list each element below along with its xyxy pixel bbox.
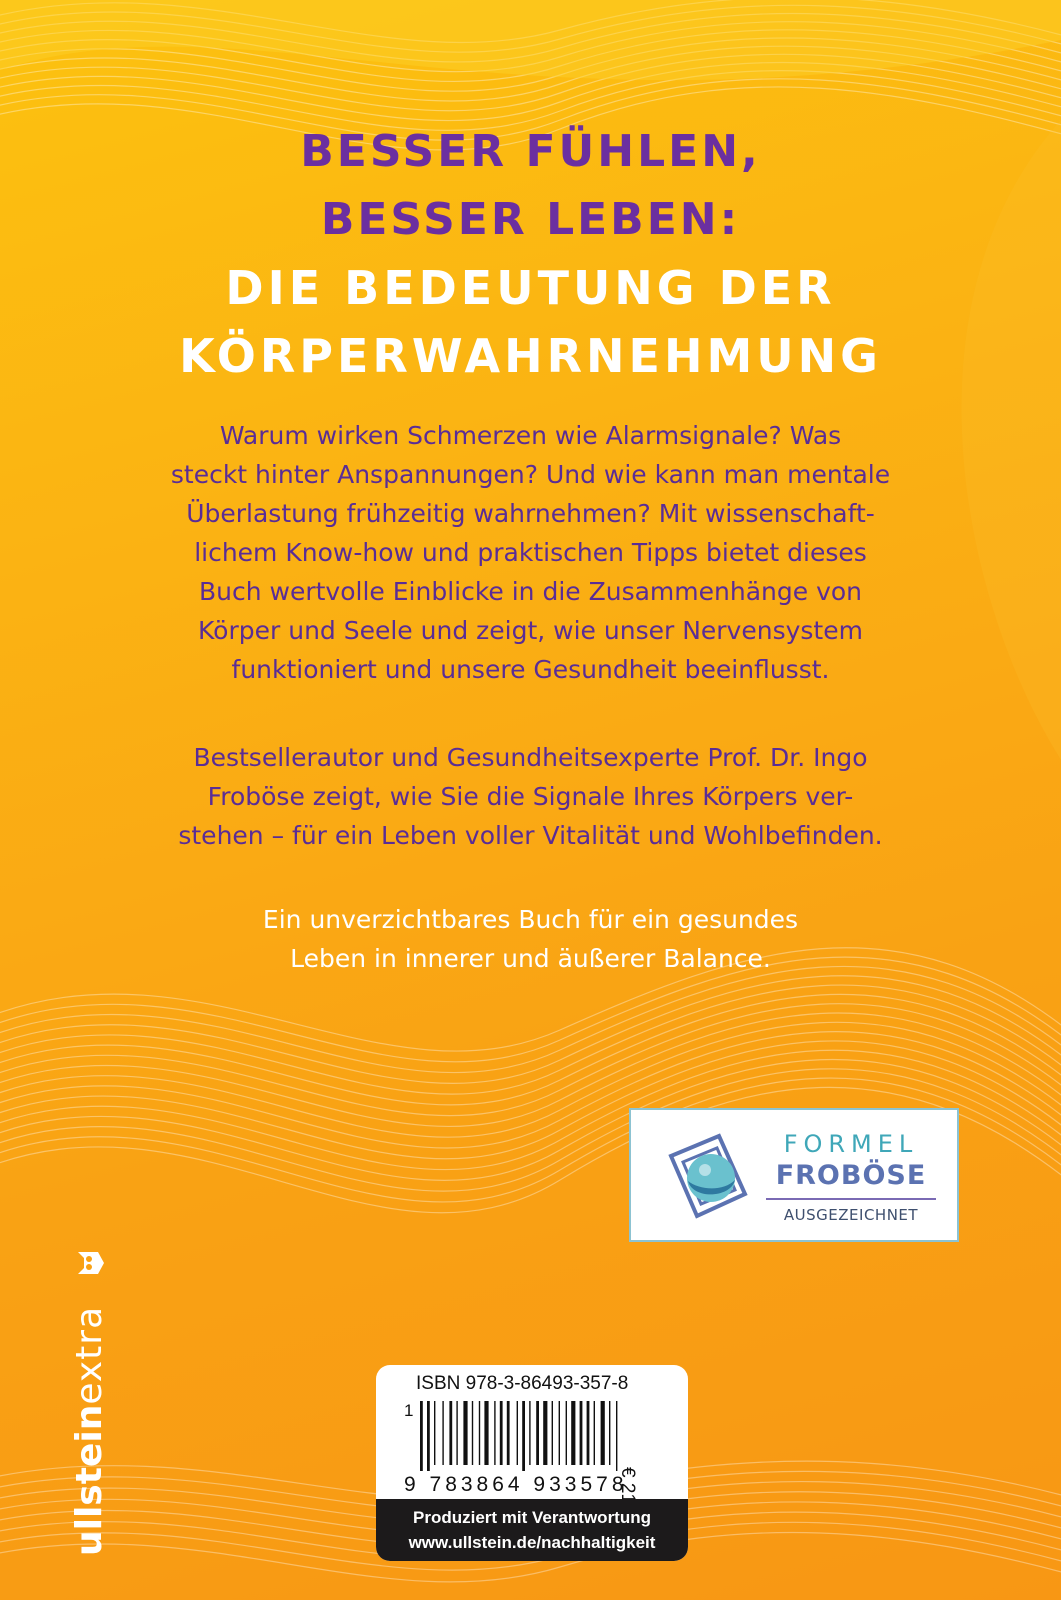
headline-line-3: DIE BEDEUTUNG DER [225, 261, 836, 315]
publisher-imprint: extra [69, 1305, 110, 1405]
barcode-bar [500, 1401, 503, 1465]
barcode-bar [472, 1401, 473, 1465]
blurb-line: stehen – für ein Leben voller Vitalität und Wohlbefinden. [178, 821, 883, 850]
blurb-line: Ein unverzichtbares Buch für ein gesundes [262, 905, 799, 934]
blurb-line: funktioniert und unsere Gesundheit beeinflusst. [231, 655, 830, 684]
isbn-number: ISBN 978-3-86493-357-8 [416, 1373, 629, 1394]
barcode-bar [434, 1401, 435, 1465]
barcode-bar [601, 1401, 605, 1465]
publisher-name: ullstein [69, 1404, 110, 1556]
blurb-paragraph-3 [140, 900, 921, 978]
barcode-bar [456, 1401, 457, 1465]
blurb-line: Bestsellerautor und Gesundheitsexperte Prof. Dr. Ingo [193, 743, 868, 772]
barcode-bar [580, 1401, 583, 1465]
blurb-line: Buch wertvolle Einblicke in die Zusammenhänge von [198, 577, 863, 606]
wave-line [0, 985, 1061, 1094]
blurb-paragraph-2 [140, 738, 921, 855]
blurb-line: lichem Know-how und praktischen Tipps bietet dieses [194, 538, 867, 567]
blurb-line: Körper und Seele und zeigt, wie unser Nervensystem [198, 616, 863, 645]
blurb-line: Überlastung frühzeitig wahrnehmen? Mit wissenschaft- [186, 499, 875, 528]
badge-divider [766, 1198, 936, 1200]
sustainability-link[interactable]: www.ullstein.de/nachhaltigkeit [408, 1533, 656, 1552]
barcode-bar [522, 1401, 525, 1471]
publisher-logo [68, 1226, 112, 1556]
barcode-bar [479, 1401, 480, 1465]
barcode-bar [494, 1401, 495, 1465]
formel-froboese-badge [629, 1108, 959, 1242]
barcode-bar [571, 1401, 575, 1465]
barcode-label [376, 1365, 688, 1561]
barcode-bar [536, 1401, 539, 1465]
blurb-paragraph-1 [140, 416, 921, 689]
blurb-line: Leben in innerer und äußerer Balance. [290, 944, 771, 973]
barcode-bar [559, 1401, 560, 1465]
formel-froboese-logo-icon [661, 1128, 761, 1228]
barcode-bar [507, 1401, 510, 1465]
headline [0, 118, 1061, 390]
barcode-bar [587, 1401, 590, 1465]
blurb-line: Warum wirken Schmerzen wie Alarmsignale? Was [219, 421, 842, 450]
barcode-bar [420, 1401, 423, 1471]
badge-line-2: FROBÖSE [775, 1160, 927, 1191]
barcode-icon [418, 1401, 636, 1471]
owl-icon [74, 1248, 106, 1278]
barcode-bar [463, 1401, 467, 1465]
sustainability-line-1: Produziert mit Verantwortung [412, 1508, 652, 1527]
headline-line-1: BESSER FÜHLEN, [300, 126, 761, 177]
blurb-line: Froböse zeigt, wie Sie die Signale Ihres Körpers ver- [207, 782, 854, 811]
barcode-bar [552, 1401, 553, 1465]
barcode-bar [543, 1401, 547, 1465]
barcode-bar [529, 1401, 530, 1465]
barcode-bar [566, 1401, 567, 1465]
barcode-bar [609, 1401, 610, 1465]
headline-line-2: BESSER LEBEN: [320, 194, 741, 245]
blurb-line: steckt hinter Anspannungen? Und wie kann man mentale [170, 460, 891, 489]
barcode-bar [427, 1401, 430, 1471]
barcode-digits: 9 783864 933578 [404, 1473, 628, 1496]
wave-line [0, 1004, 1061, 1116]
barcode-bar [442, 1401, 443, 1465]
badge-line-1: FORMEL [783, 1130, 919, 1158]
barcode-bar [594, 1401, 595, 1465]
barcode-bar [616, 1401, 617, 1471]
sustainability-footer [376, 1499, 688, 1561]
barcode-bar [449, 1401, 452, 1465]
barcode-bar [484, 1401, 488, 1465]
wave-line [0, 994, 1061, 1104]
barcode-bar [517, 1401, 518, 1465]
headline-line-4: KÖRPERWAHRNEHMUNG [179, 329, 882, 383]
barcode-add-on-digit: 1 [404, 1401, 414, 1420]
badge-line-3: AUSGEZEICHNET [783, 1206, 919, 1224]
background-swirl-top [0, 0, 1061, 80]
